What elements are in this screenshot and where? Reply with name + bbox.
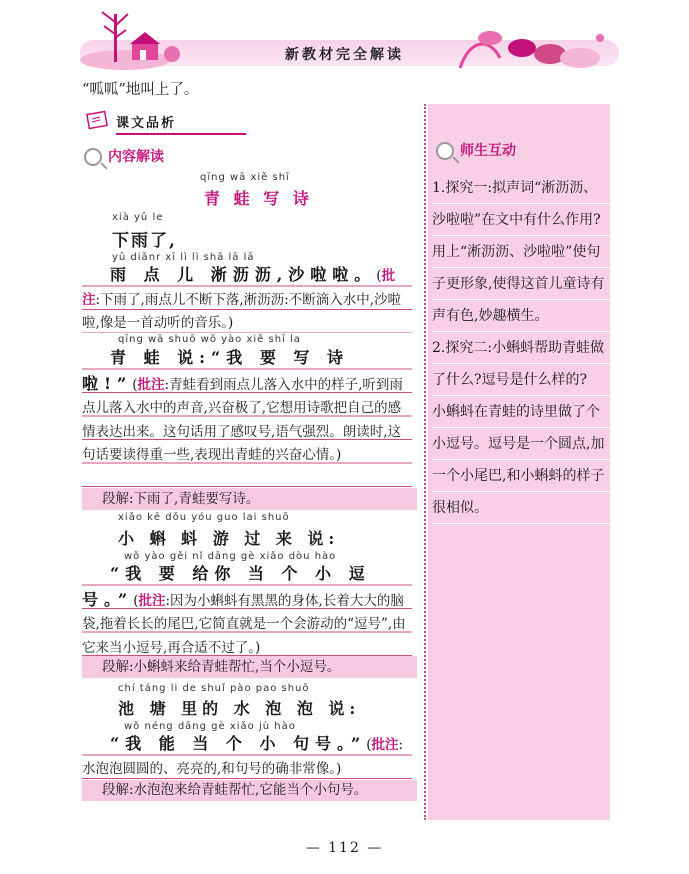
annotation-text: :因为小蝌蚪有黑黑的身体,长着大大的脑袋,拖着长长的尾巴,它简直就是一个会游动的“逗号”,由它来当小逗号,再合适不过了。) [82,592,406,656]
answer-2: 小蝌蚪在青蛙的诗里做了个小逗号。逗号是一个圆点,加一个小尾巴,和小蝌蚪的样子很相似。 [432,404,605,516]
section-label-text: 课文品析 [116,112,246,135]
line7-pinyin: wǒ néng dāng gè xiǎo jù hào [124,721,296,732]
poem-line-2: 雨 点 儿 淅沥沥,沙啦啦。 [110,265,377,284]
annotation-text: :下雨 [95,291,128,308]
poem-line-4: 小 蝌 蚪 游 过 来 说: [118,529,340,548]
poem-line-6: 池 塘 里的 水 泡 泡 说: [118,699,361,718]
paragraph-summary-2: 段解:小蝌蚪来给青蛙帮忙,当个小逗号。 [82,656,417,678]
annotation-text: :青蛙看到雨点儿落入水中的样子,听到雨点儿落入水中的声音,兴奋极了,它想用诗歌把自己的感情表达出来。这句话用了感叹号,语气强烈。朗读时,这句话要读得重一些,表现出青蛙的兴奋心情。) [82,376,403,463]
annotation-label: 批注 [371,737,399,753]
poem-line-5: “我 要 给你 当 个 小 逗 号。” [82,564,371,609]
previous-text-tail: “呱呱”地叫上了。 [82,82,199,98]
line3-pinyin: qīng wā shuō wǒ yào xiě shī la [118,334,301,345]
paragraph-summary-1: 段解:下雨了,青蛙要写诗。 [82,488,417,510]
line4-pinyin: xiǎo kē dǒu yóu guo lai shuō [118,512,290,523]
line1-pinyin: xià yǔ le [112,212,164,223]
line2-pinyin: yǔ diǎnr xī lì lì shā lā lā [112,252,255,263]
poem-line-1: 下雨了, [112,231,177,251]
annotated-block-1: 雨 点 儿 淅沥沥,沙啦啦。(批注:下雨了,雨点儿不断下落,淅沥沥:不断滴入水中,沙啦啦,像是一首动听的音乐。) [82,263,412,333]
annotation-label: 批注 [82,268,396,308]
annotation-text: :水泡泡圆圆的、亮亮的,和句号的确非常像。) [82,737,404,777]
annotation-label: 批注 [137,376,165,393]
book-icon [86,110,112,132]
annotated-block-4: “我 能 当 个 小 句号。”(批注:水泡泡圆圆的、亮亮的,和句号的确非常像。) [82,732,412,779]
interaction-heading-text: 师生互动 [460,143,516,159]
annotation-label: 批注 [138,592,166,609]
page-number: — 112 — [305,840,384,856]
annotated-block-2: 青 蛙 说:“我 要 写 诗 啦!”(批注:青蛙看到雨点儿落入水中的样子,听到雨点儿落入水中的声音,兴奋极了,它想用诗歌把自己的感情表达出来。这句话用了感叹号,语气强烈。朗读时,这句话要读得重一些,表现出青蛙的兴奋心情。) [82,346,412,488]
line6-pinyin: chí táng li de shuǐ pào pao shuō [118,683,310,694]
annotated-block-3: “我 要 给你 当 个 小 逗 号。”(批注:因为小蝌蚪有黑黑的身体,长着大大的脑袋,拖着长长的尾巴,它简直就是一个会游动的“逗号”,由它来当小逗号,再合适不过了。) [82,562,412,656]
answer-1: 用上“淅沥沥、沙啦啦”使句子更形象,使得这首儿童诗有声有色,妙趣横生。 [432,244,605,324]
interaction-content [432,172,610,524]
magnifier-icon [436,142,454,160]
line5-pinyin: wǒ yào gěi nǐ dāng gè xiǎo dòu hào [124,551,337,562]
title-pinyin: qīng wā xiě shī [200,172,290,183]
poem-line-7: “我 能 当 个 小 句号。” [110,734,367,753]
page-header [0,0,689,70]
content-reading-heading [84,146,164,166]
poem-title: 青 蛙 写 诗 [204,189,313,208]
content-reading-heading-text: 内容解读 [108,149,164,165]
flower-decoration [450,18,620,70]
annotation-text-cont: 了,雨点儿不断下落,淅沥沥:不断滴入水中,沙啦啦,像是一首动听的音乐。) [82,291,401,331]
paragraph-summary-3: 段解:水泡泡来给青蛙帮忙,它能当个小句号。 [82,780,417,801]
column-divider [424,104,426,820]
header-title: 新教材完全解读 [285,47,404,63]
question-2: 2.探究二:小蝌蚪帮助青蛙做了什么?逗号是什么样的? [432,340,605,388]
poem-line-3: 青 蛙 说:“我 要 写 诗 啦!” [82,348,349,393]
interaction-heading [436,140,516,160]
magnifier-icon [84,148,102,166]
section-label [86,110,177,136]
question-1: 1.探究一:拟声词“淅沥沥、沙啦啦”在文中有什么作用? [432,180,601,228]
